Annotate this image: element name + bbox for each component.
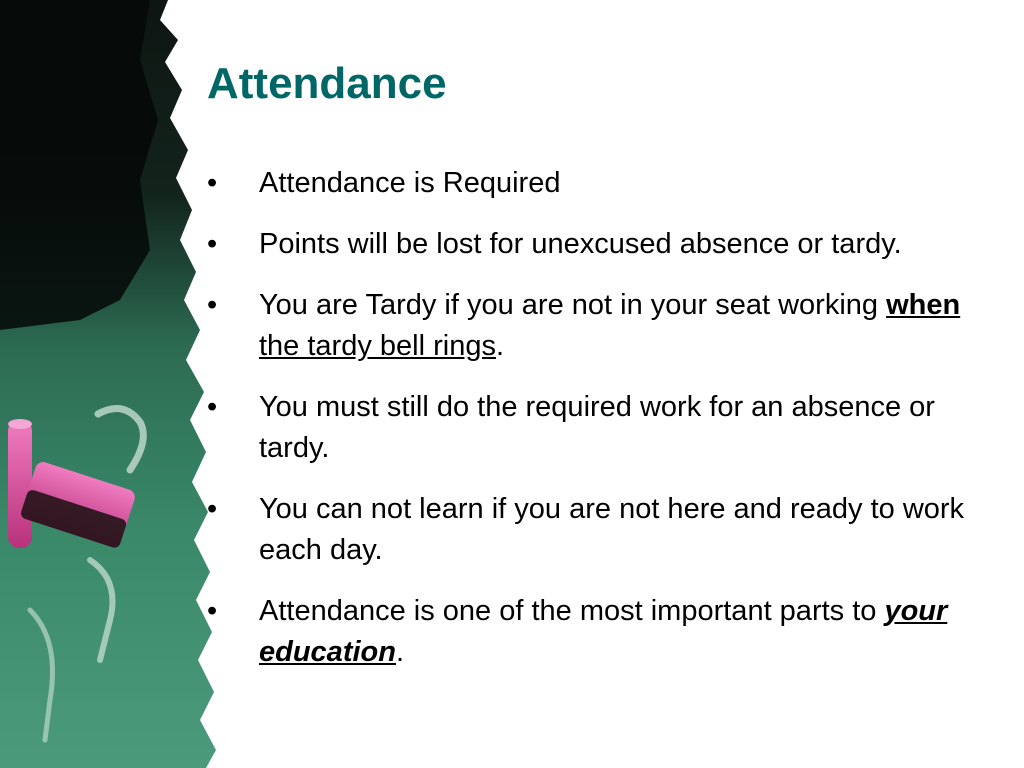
- bullet-text: Attendance is Required: [259, 167, 561, 199]
- bullet-text: You must still do the required work for an absence or tardy.: [259, 391, 935, 464]
- bullet-item: [207, 163, 997, 204]
- bullet-emphasis-bold: when: [886, 289, 961, 321]
- bullet-text-end: .: [395, 636, 405, 668]
- bullet-list: [207, 163, 997, 693]
- bullet-dot: •: [207, 167, 218, 199]
- bullet-text-end: .: [495, 330, 505, 362]
- bullet-item: [207, 387, 997, 469]
- bullet-text: You are Tardy if you are not in your seat working: [259, 289, 887, 321]
- bullet-dot: •: [207, 289, 218, 321]
- bullet-dot: •: [207, 595, 218, 627]
- bullet-item: [207, 591, 997, 673]
- bullet-text: You can not learn if you are not here and ready to work each day.: [259, 493, 965, 566]
- slide-title: Attendance: [207, 59, 447, 108]
- bullet-emphasis: your education: [259, 595, 948, 668]
- bullet-emphasis-rest: the tardy bell rings: [259, 330, 496, 362]
- bullet-item: [207, 285, 997, 367]
- bullet-item: [207, 224, 997, 265]
- bullet-dot: •: [207, 391, 218, 423]
- bullet-dot: •: [207, 493, 218, 525]
- bullet-text: Points will be lost for unexcused absence or tardy.: [259, 228, 902, 260]
- bullet-dot: •: [207, 228, 218, 260]
- bullet-item: [207, 489, 997, 571]
- bullet-text: Attendance is one of the most important parts to: [259, 595, 885, 627]
